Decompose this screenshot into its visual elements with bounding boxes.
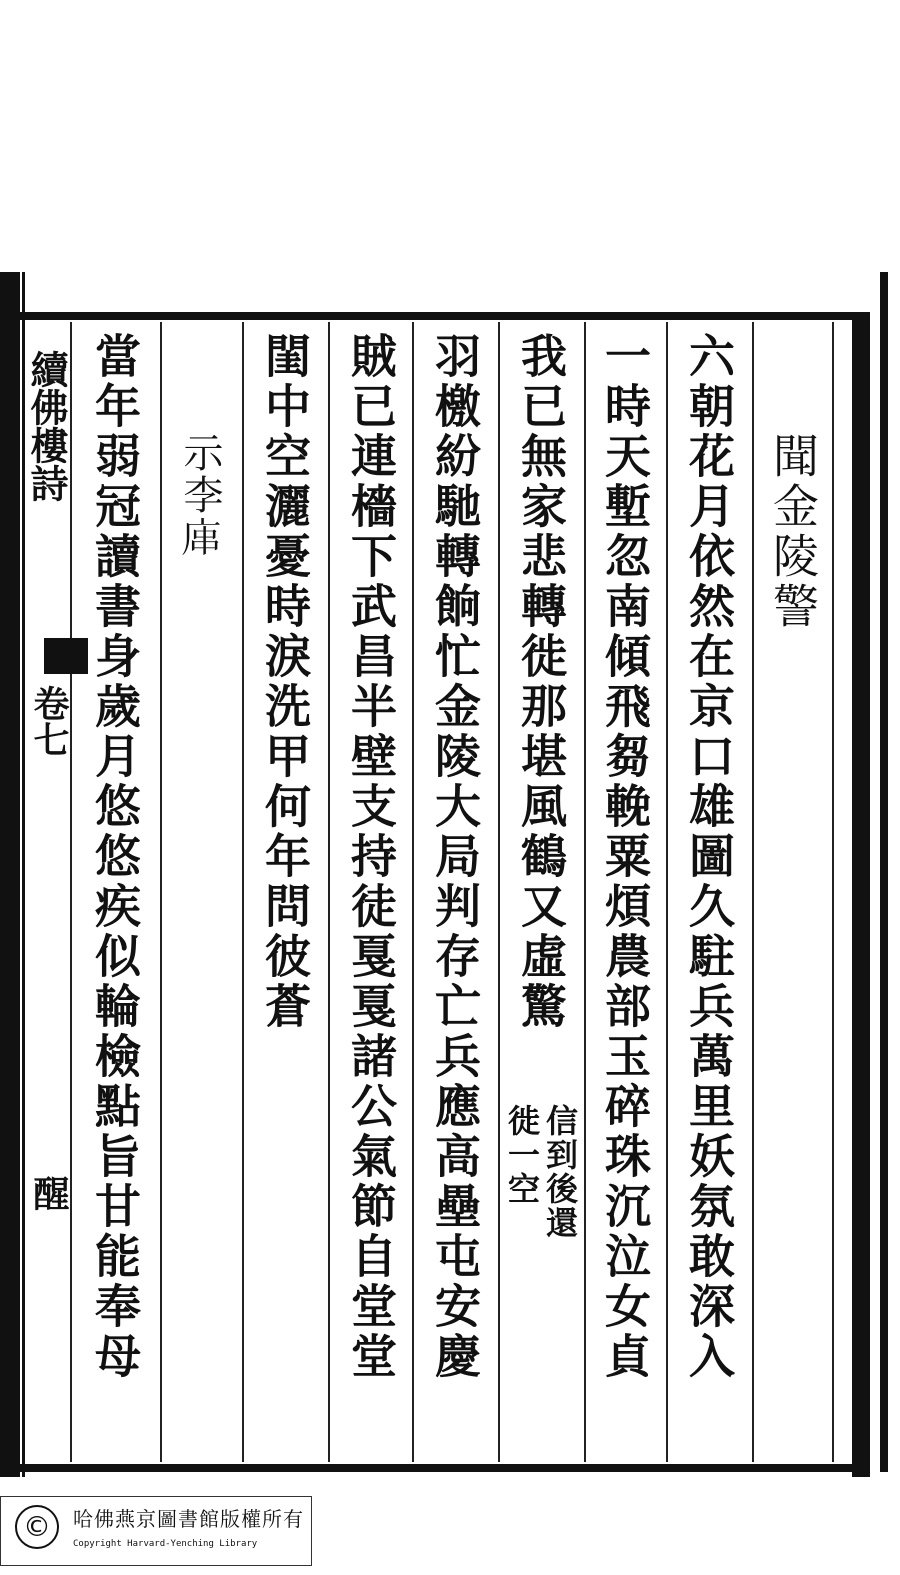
column-divider (412, 322, 414, 1462)
annotation-right: 信到後還 (541, 1104, 579, 1240)
left-border (0, 272, 20, 1477)
copyright-chinese: 哈佛燕京圖書館版權所有 (73, 1507, 304, 1531)
column-divider (832, 322, 834, 1462)
column-divider (242, 322, 244, 1462)
column-divider (70, 322, 72, 1462)
book-title: 續佛樓詩 (24, 350, 69, 502)
poem-line-5: 賊已連檣下武昌半壁支持徒戛戛諸公氣節自堂堂 (344, 332, 398, 1382)
right-border (852, 312, 870, 1477)
copyright-icon: © (15, 1505, 59, 1549)
column-divider (752, 322, 754, 1462)
column-divider (666, 322, 668, 1462)
poem-line-2: 一時天塹忽南傾飛芻輓粟煩農部玉碎珠沉泣女貞 (598, 332, 652, 1382)
right-border-outer (880, 272, 888, 1472)
next-poem-line-1: 當年弱冠讀書身歲月悠悠疾似輪檢點旨甘能奉母 (88, 332, 142, 1382)
copyright-stamp (0, 1496, 312, 1566)
column-divider (328, 322, 330, 1462)
poem-line-1: 六朝花月依然在京口雄圖久駐兵萬里妖氛敢深入 (682, 332, 736, 1382)
center-gutter (20, 320, 70, 1464)
column-divider (584, 322, 586, 1462)
page-mark: 醒 (28, 1175, 70, 1211)
poem-line-3: 我已無家悲轉徙那堪風鶴又虛驚 (514, 332, 568, 1032)
volume-label: 卷七 (28, 685, 70, 757)
poem-title: 聞金陵警 (766, 432, 820, 632)
bottom-rule (20, 1464, 870, 1472)
next-poem-title: 示李𢈢 (177, 432, 223, 558)
book-page (0, 272, 900, 1490)
top-rule (20, 312, 860, 320)
annotation-left: 徙一空 (503, 1104, 541, 1206)
fish-tail-mark (44, 638, 88, 674)
column-divider (160, 322, 162, 1462)
poem-line-6: 閨中空灑憂時淚洗甲何年問彼蒼 (258, 332, 312, 1032)
column-divider (498, 322, 500, 1462)
poem-line-4: 羽檄紛馳轉餉忙金陵大局判存亡兵應高壘屯安慶 (428, 332, 482, 1382)
copyright-english: Copyright Harvard-Yenching Library (73, 1539, 258, 1549)
